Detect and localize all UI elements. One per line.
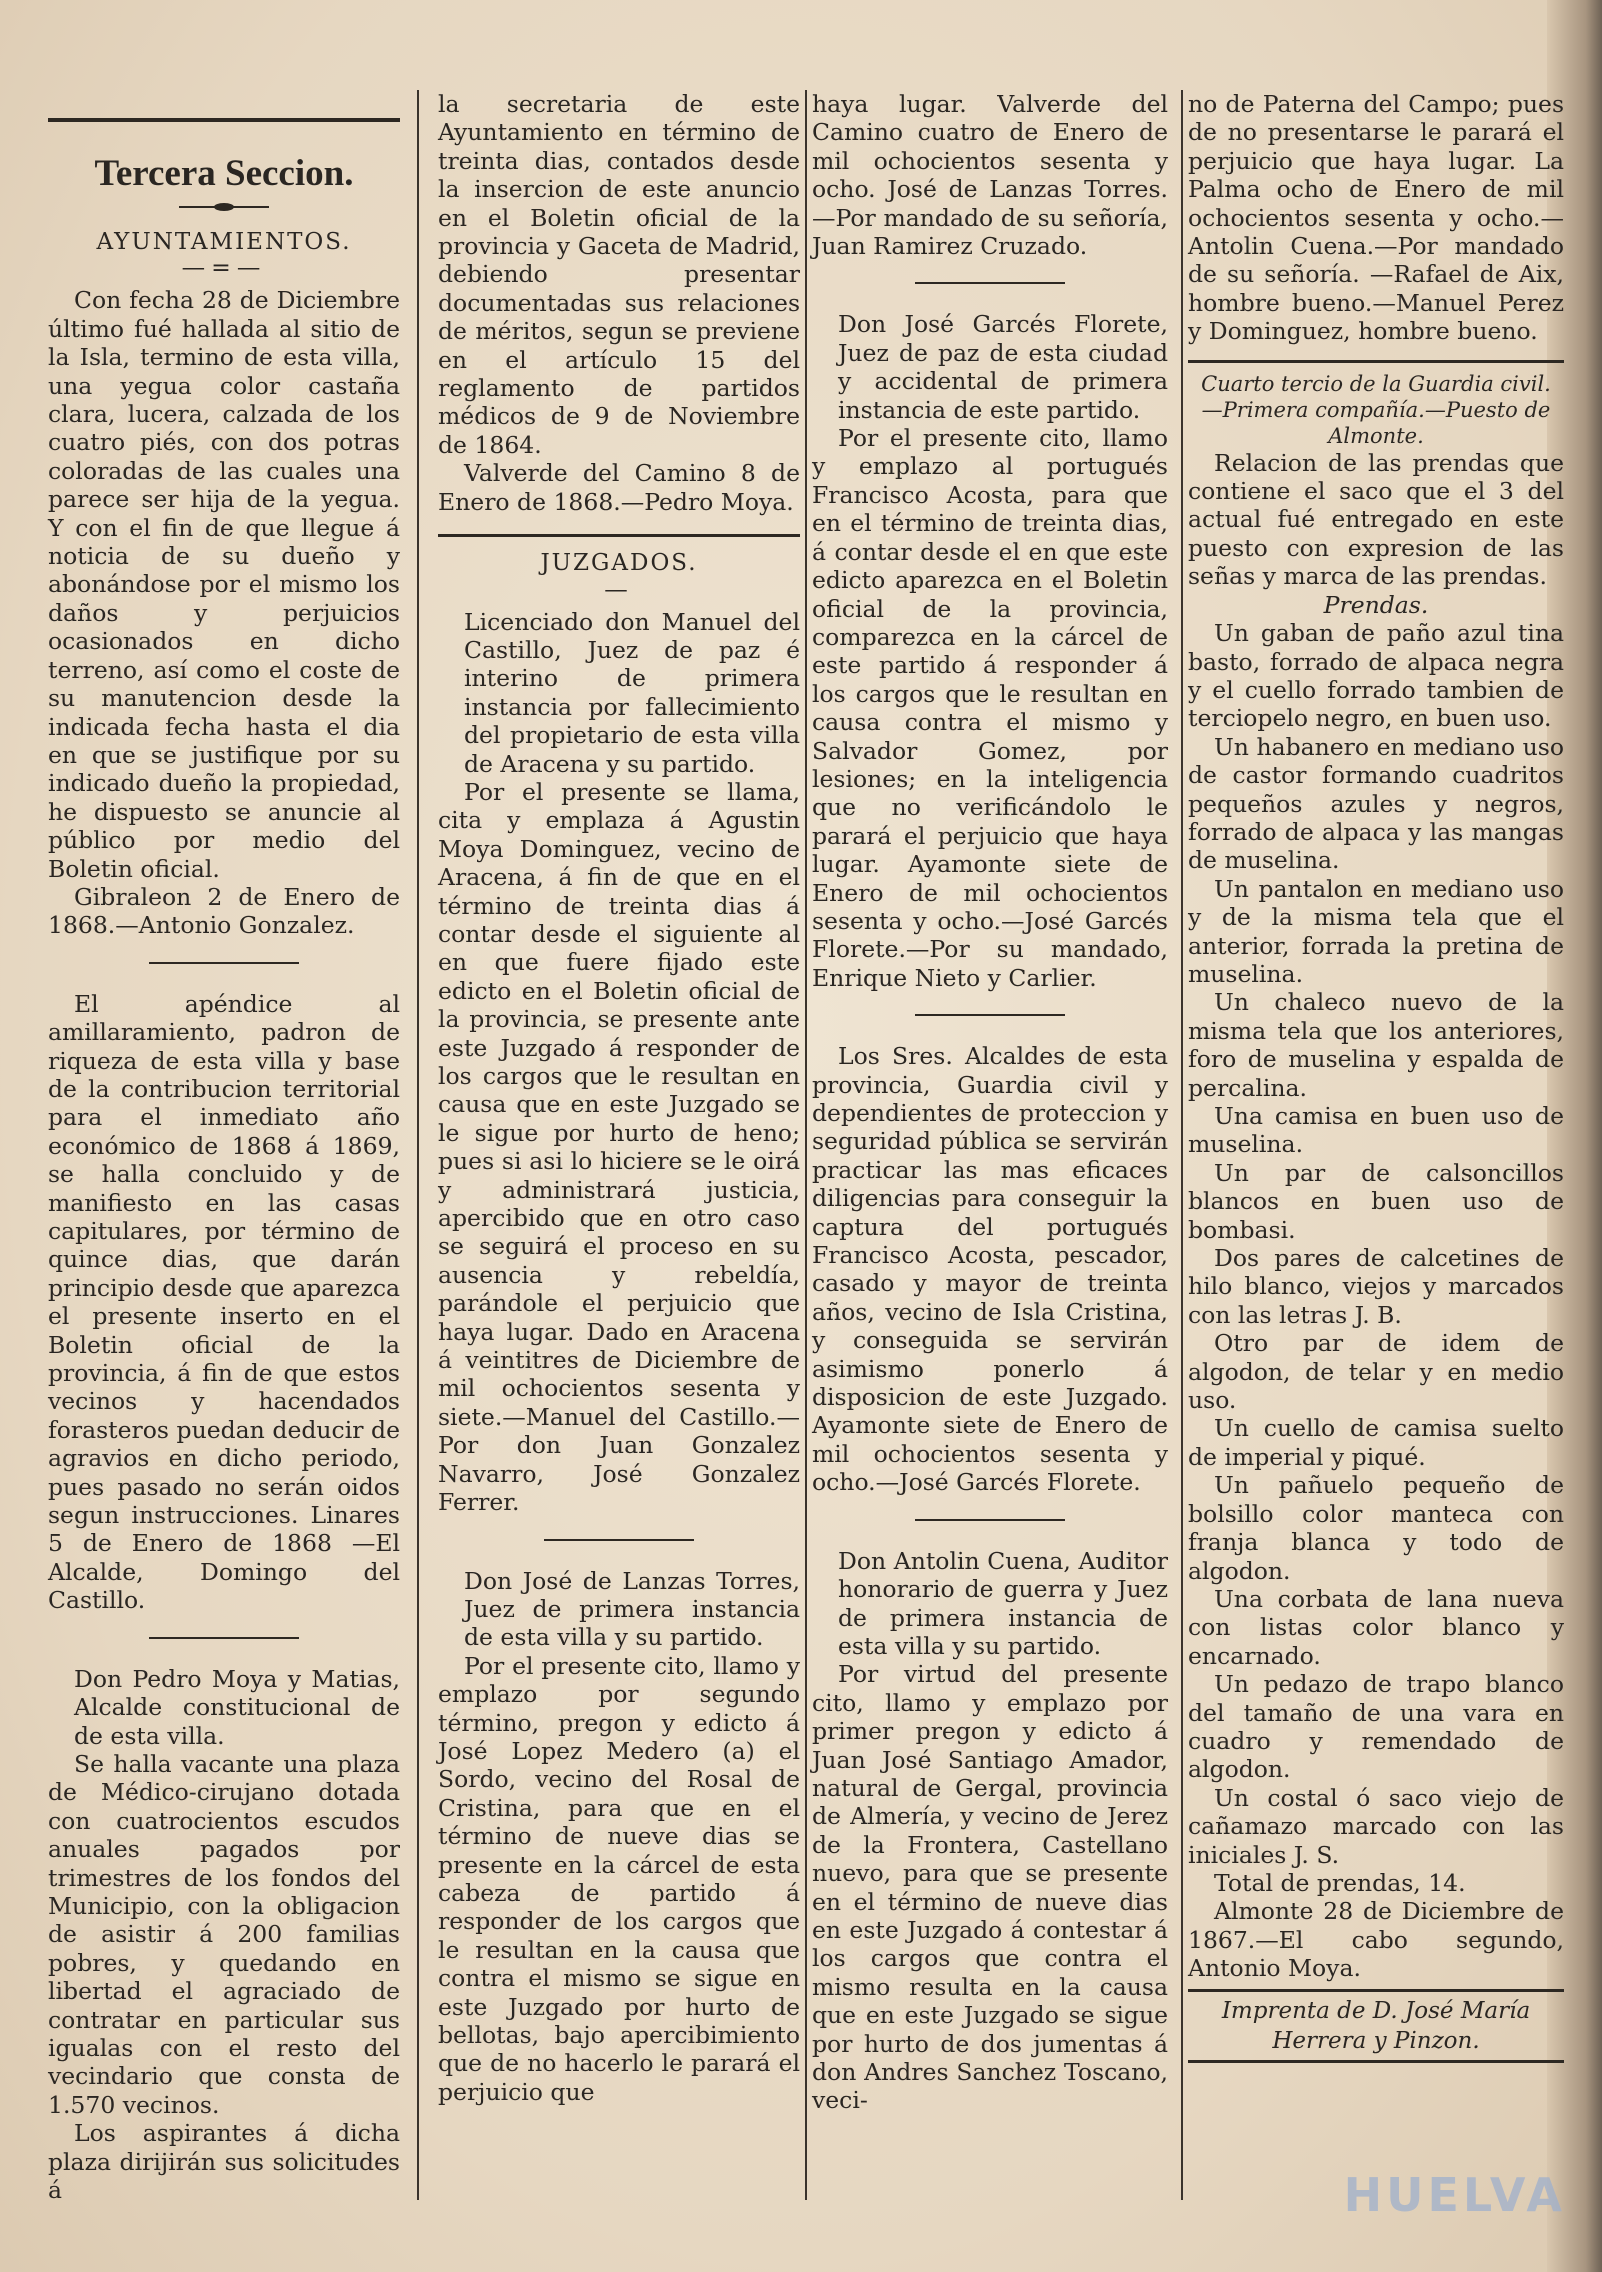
watermark-logo: HUELVA (1343, 2168, 1566, 2222)
notice-paragraph: no de Paterna del Campo; pues de no presentarse le parará el perjuicio que haya lugar. La Palma ocho de Enero de mil ochocientos sesenta y ocho.—Antolin Cuena.—Por mandado de su señoría. —Rafael de Aix, hombre bueno.—Manuel Perez y Dominguez, hombre bueno. (1188, 90, 1564, 346)
printer-imprint: Imprenta de D. José María Herrera y Pinzon. (1188, 1989, 1564, 2063)
notice-paragraph: Por virtud del presente cito, llamo y emplazo por primer pregon y edicto á Juan José Santiago Amador, natural de Gergal, provincia de Almería, y vecino de Jerez de la Frontera, Castellano nuevo, para que se presente en el término de nueve dias en este Juzgado á contestar á los cargos que contra el mismo resulta en la causa que en este Juzgado se sigue por hurto de dos jumentas á don Andres Sanchez Toscano, veci- (812, 1660, 1168, 2115)
notice-heading: Don José de Lanzas Torres, Juez de primera instancia de esta villa y su partido. (464, 1566, 800, 1652)
prenda-item: Un pañuelo pequeño de bolsillo color manteca con franja blanca y todo de algodon. (1188, 1471, 1564, 1585)
notice-paragraph: Por el presente se llama, cita y emplaza á Agustin Moya Dominguez, vecino de Aracena, á fin de que en el término de treinta dias á contar desde el siguiente al en que fuere fijado este edicto en el Boletin oficial de la provincia, se presente ante este Juzgado á responder de los cargos que le resultan en causa que en este Juzgado se le sigue por hurto de heno; pues si asi lo hiciere se le oirá y administrará justicia, apercibido que en otro caso se seguirá el proceso en su ausencia y rebeldía, parándole el perjuicio que haya lugar. Dado en Aracena á veintitres de Diciembre de mil ochocientos sesenta y siete.—Manuel del Castillo.—Por don Juan Gonzalez Navarro, José Gonzalez Ferrer. (438, 777, 800, 1517)
column-divider (805, 90, 807, 2200)
total-prendas: Total de prendas, 14. (1214, 1868, 1466, 1897)
prenda-item: Una corbata de lana nueva con listas color blanco y encarnado. (1188, 1584, 1564, 1670)
prenda-item: Un gaban de paño azul tina basto, forrado de alpaca negra y el cuello forrado tambien de terciopelo negro, en buen uso. (1188, 619, 1564, 733)
section-title: Tercera Seccion. (94, 153, 354, 194)
column-divider (417, 90, 419, 2200)
prendas-list (1188, 619, 1564, 1869)
column-4 (1188, 90, 1564, 2063)
short-rule (544, 1539, 694, 1541)
column-divider (1181, 90, 1183, 2200)
prenda-item: Dos pares de calcetines de hilo blanco, viejos y marcados con las letras J. B. (1188, 1244, 1564, 1329)
notice-heading: Don José Garcés Florete, Juez de paz de esta ciudad y accidental de primera instancia de este partido. (838, 310, 1168, 424)
column-2 (438, 90, 800, 2106)
section-rule (1188, 360, 1564, 363)
notice-heading: Don Antolin Cuena, Auditor honorario de guerra y Juez de primera instancia de esta villa y su partido. (838, 1546, 1168, 1660)
notice-signature: Valverde del Camino 8 de Enero de 1868.—Pedro Moya. (438, 459, 800, 516)
ornament-divider (179, 206, 269, 214)
prenda-item: Un costal ó saco viejo de cañamazo marcado con las iniciales J. S. (1188, 1783, 1564, 1869)
dash-divider: — (604, 574, 634, 603)
prenda-item: Un cuello de camisa suelto de imperial y piqué. (1188, 1414, 1564, 1471)
notice-paragraph: Los Sres. Alcaldes de esta provincia, Guardia civil y dependientes de proteccion y seguridad pública se servirán practicar las mas eficaces diligencias para conseguir la captura del portugués Francisco Acosta, pescador, casado y mayor de treinta años, vecino de Isla Cristina, y conseguida se servirán asimismo ponerlo á disposicion de este Juzgado. Ayamonte siete de Enero de mil ochocientos sesenta y ocho.—José Garcés Florete. (812, 1042, 1168, 1497)
column-1 (48, 90, 400, 2204)
column-3 (812, 90, 1168, 2115)
heading-ayuntamientos: AYUNTAMIENTOS. (96, 229, 352, 255)
prenda-item: Otro par de idem de algodon, de telar y en medio uso. (1188, 1329, 1564, 1415)
notice-signature: Almonte 28 de Diciembre de 1867.—El cabo segundo, Antonio Moya. (1188, 1897, 1564, 1983)
notice-paragraph: haya lugar. Valverde del Camino cuatro de Enero de mil ochocientos sesenta y ocho. José de Lanzas Torres.—Por mandado de su señoría, Juan Ramirez Cruzado. (812, 90, 1168, 261)
heading-juzgados: JUZGADOS. (540, 550, 698, 577)
notice-paragraph: Se halla vacante una plaza de Médico-cirujano dotada con cuatrocientos escudos anuales pagados por trimestres de los fondos del Municipio, con la obligacion de asistir á 200 familias pobres, y quedando en libertad el agraciado de contratar en particular sus igualas con el resto del vecindario que consta de 1.570 vecinos. (48, 1749, 400, 2119)
guardia-heading: Cuarto tercio de la Guardia civil. —Primera compañía.—Puesto de Almonte. (1201, 371, 1551, 448)
notice-paragraph: Por el presente cito, llamo y emplazo por segundo término, pregon y edicto á José Lopez Medero (a) el Sordo, vecino del Rosal de Cristina, para que en el término de nueve dias se presente en la cárcel de esta cabeza de partido á responder de los cargos que le resultan en la causa que contra el mismo se sigue en este Juzgado por hurto de bellotas, bajo apercibimiento que de no hacerlo le parará el perjuicio que (438, 1651, 800, 2106)
notice-signature: Gibraleon 2 de Enero de 1868.—Antonio Gonzalez. (48, 882, 400, 940)
notice-paragraph: la secretaria de este Ayuntamiento en término de treinta dias, contados desde la insercion de este anuncio en el Boletin oficial de la provincia y Gaceta de Madrid, debiendo presentar documentadas sus relaciones de méritos, segun se previene en el artículo 15 del reglamento de partidos médicos de 9 de Noviembre de 1864. (438, 90, 800, 459)
short-rule (149, 962, 299, 964)
prendas-heading: Prendas. (1323, 590, 1429, 619)
section-rule (438, 534, 800, 537)
short-rule (915, 1014, 1065, 1016)
prenda-item: Un chaleco nuevo de la misma tela que los anteriores, foro de muselina y espalda de percalina. (1188, 988, 1564, 1102)
prenda-item: Un pedazo de trapo blanco del tamaño de una vara en cuadro y remendado de algodon. (1188, 1670, 1564, 1784)
prenda-item: Una camisa en buen uso de muselina. (1188, 1102, 1564, 1159)
prenda-item: Un par de calsoncillos blancos en buen uso de bombasi. (1188, 1158, 1564, 1244)
top-rule (48, 118, 400, 122)
notice-paragraph: Los aspirantes á dicha plaza dirijirán sus solicitudes á (48, 2119, 400, 2204)
notice-paragraph: El apéndice al amillaramiento, padron de riqueza de esta villa y base de la contribucion territorial para el inmediato año económico de 1868 á 1869, se halla concluido y de manifiesto en las casas capitulares, por término de quince dias, que darán principio desde que aparezca el presente inserto en el Boletin oficial de la provincia, á fin de que estos vecinos y hacendados forasteros puedan deducir de agravios en dicho periodo, pues pasado no serán oidos segun instrucciones. Linares 5 de Enero de 1868 —El Alcalde, Domingo del Castillo. (48, 989, 400, 1615)
notice-heading: Licenciado don Manuel del Castillo, Juez de paz é interino de primera instancia por fallecimiento del propietario de esta villa de Aracena y su partido. (464, 607, 800, 778)
short-rule (149, 1637, 299, 1639)
short-rule (915, 282, 1065, 284)
prenda-item: Un pantalon en mediano uso y de la misma tela que el anterior, forrada la pretina de muselina. (1188, 874, 1564, 988)
notice-paragraph: Con fecha 28 de Diciembre último fué hallada al sitio de la Isla, termino de esta villa, una yegua color castaña clara, lucera, calzada de los cuatro piés, con dos potras coloradas de las cuales una parece ser hija de la yegua. Y con el fin de que llegue á noticia de su dueño y abonándose por el mismo los daños y perjuicios ocasionados en dicho terreno, así como el coste de su manutencion desde la indicada fecha hasta el dia en que se justifique por su indicado dueño la propiedad, he dispuesto se anuncie al público por medio del Boletin oficial. (48, 286, 400, 883)
notice-paragraph: Por el presente cito, llamo y emplazo al portugués Francisco Acosta, para que en el término de treinta dias, á contar desde el en que este edicto aparezca en el Boletin oficial de la provincia, comparezca en la cárcel de este partido á responder á los cargos que le resultan en causa contra el mismo y Salvador Gomez, por lesiones; en la inteligencia que no verificándolo le parará el perjuicio que haya lugar. Ayamonte siete de Enero de mil ochocientos sesenta y ocho.—José Garcés Florete.—Por su mandado, Enrique Nieto y Carlier. (812, 424, 1168, 992)
dash-divider: —=— (181, 253, 267, 282)
notice-heading: Don Pedro Moya y Matias, Alcalde constitucional de de esta villa. (74, 1664, 400, 1750)
prenda-item: Un habanero en mediano uso de castor formando cuadritos pequeños azules y negros, forrado de alpaca y las mangas de muselina. (1188, 732, 1564, 875)
notice-paragraph: Relacion de las prendas que contiene el saco que el 3 del actual fué entregado en este puesto con expresion de las señas y marca de las prendas. (1188, 448, 1564, 591)
short-rule (915, 1519, 1065, 1521)
